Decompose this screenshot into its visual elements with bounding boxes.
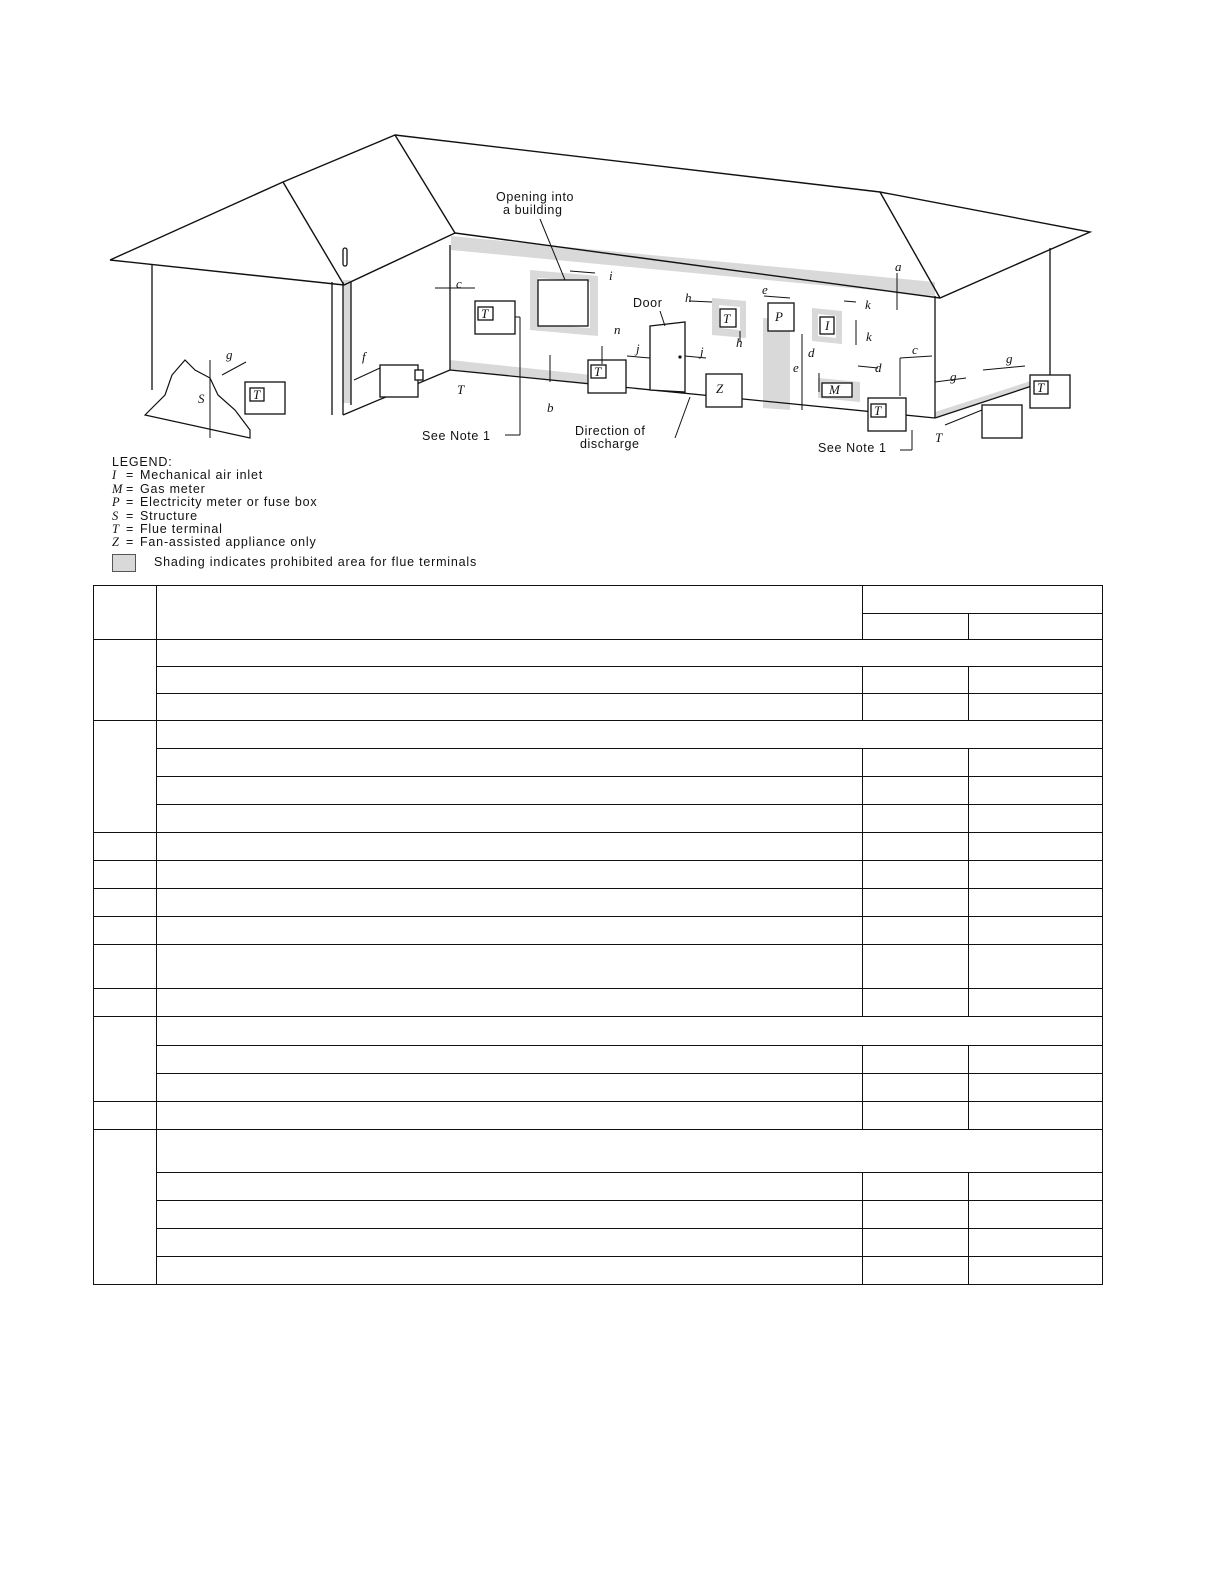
table-cell [157, 1074, 863, 1102]
dim-label-e: e [762, 282, 768, 297]
box-label-m: M [829, 382, 840, 397]
table-cell [863, 1173, 969, 1201]
table-cell [969, 614, 1103, 640]
dim-label-f: f [362, 349, 366, 364]
box-label-i: I [825, 318, 830, 333]
table-cell [863, 1201, 969, 1229]
table-cell [157, 1102, 863, 1130]
terminal-box [245, 382, 285, 414]
table-cell [94, 721, 157, 833]
dim-label-b: b [547, 400, 554, 415]
table-cell [969, 1201, 1103, 1229]
table-cell [969, 861, 1103, 889]
table-cell [94, 889, 157, 917]
dim-label-h: h [685, 290, 692, 305]
table-cell [157, 1017, 1103, 1046]
table-cell [157, 1130, 1103, 1173]
table-cell [969, 1046, 1103, 1074]
table-cell [969, 667, 1103, 694]
table-cell [863, 861, 969, 889]
table-cell [157, 805, 863, 833]
table-cell [863, 805, 969, 833]
table-cell [969, 1074, 1103, 1102]
legend-item: I = Mechanical air inlet [112, 468, 263, 483]
terminal-box [380, 365, 423, 397]
table-cell [157, 1229, 863, 1257]
clearance-table [93, 585, 1103, 1285]
dim-label-n: n [614, 322, 621, 337]
table-cell [157, 889, 863, 917]
table-cell [863, 694, 969, 721]
terminal-box [706, 374, 742, 407]
table-cell [863, 667, 969, 694]
table-cell [863, 1229, 969, 1257]
house-clearance-diagram [100, 120, 1110, 455]
table-cell [969, 1257, 1103, 1285]
table-cell [863, 1074, 969, 1102]
table-cell [969, 833, 1103, 861]
table-cell [969, 1102, 1103, 1130]
legend-item: M = Gas meter [112, 481, 206, 496]
table-cell [157, 989, 863, 1017]
table-cell [863, 1046, 969, 1074]
table-cell [94, 861, 157, 889]
opening-callout-line2: a building [503, 203, 563, 217]
legend-heading: LEGEND: [112, 455, 173, 469]
direction-callout-line1: Direction of [575, 424, 646, 438]
table-cell [157, 777, 863, 805]
legend-shading-row [112, 554, 477, 572]
table-cell [863, 586, 1103, 614]
table-cell [157, 833, 863, 861]
opening-window [538, 280, 588, 326]
table-cell [863, 749, 969, 777]
table-cell [863, 1257, 969, 1285]
see-note-left: See Note 1 [422, 429, 491, 443]
shading-note: Shading indicates prohibited area for flue terminals [154, 555, 478, 570]
table-cell [969, 777, 1103, 805]
table-cell [969, 1229, 1103, 1257]
terminal-label: T [457, 382, 465, 397]
dim-label-k: k [865, 297, 871, 312]
legend [112, 456, 477, 572]
box-label-t: T [594, 364, 602, 379]
table-cell [969, 889, 1103, 917]
legend-item: Z = Fan-assisted appliance only [112, 535, 317, 550]
dim-label-d: d [875, 360, 882, 375]
table-cell [94, 1017, 157, 1102]
structure-label: S [198, 391, 205, 406]
dim-label-i: i [609, 268, 613, 283]
terminal-label: T [935, 430, 943, 445]
table-cell [157, 1257, 863, 1285]
table-cell [94, 586, 157, 640]
box-label-t: T [1037, 380, 1045, 395]
table-cell [157, 586, 863, 640]
table-cell [863, 777, 969, 805]
legend-item: P = Electricity meter or fuse box [112, 495, 318, 510]
table-cell [969, 945, 1103, 989]
table-cell [969, 694, 1103, 721]
legend-item: S = Structure [112, 508, 198, 523]
box-label-z: Z [716, 381, 724, 396]
opening-callout-line1: Opening into [496, 190, 575, 204]
table-cell [94, 945, 157, 989]
box-label-t: T [874, 403, 882, 418]
table-cell [157, 749, 863, 777]
table-cell [157, 861, 863, 889]
table-cell [863, 833, 969, 861]
box-labels [253, 306, 1045, 418]
dim-label-k: k [866, 329, 872, 344]
dim-label-a: a [895, 259, 902, 274]
door-callout: Door [633, 296, 663, 310]
dim-label-e: e [793, 360, 799, 375]
table-cell [969, 749, 1103, 777]
table-cell [157, 667, 863, 694]
table-cell [969, 1173, 1103, 1201]
dim-label-g: g [1006, 351, 1013, 366]
dim-label-j: j [700, 344, 704, 359]
table-cell [863, 889, 969, 917]
table-cell [94, 1130, 157, 1285]
roof-outline [110, 135, 1090, 298]
table-cell [94, 1102, 157, 1130]
dim-label-g: g [226, 347, 233, 362]
dim-label-c: c [456, 276, 462, 291]
table-cell [94, 989, 157, 1017]
table-cell [863, 1102, 969, 1130]
table-cell [969, 805, 1103, 833]
table-cell [157, 721, 1103, 749]
table-cell [94, 917, 157, 945]
dim-label-d: d [808, 345, 815, 360]
table-cell [969, 917, 1103, 945]
table-cell [157, 640, 1103, 667]
legend-item: T = Flue terminal [112, 522, 223, 537]
box-label-t: T [253, 387, 261, 402]
table-cell [863, 614, 969, 640]
table-cell [157, 1201, 863, 1229]
table-cell [94, 833, 157, 861]
terminal-box [1030, 375, 1070, 408]
box-label-t: T [481, 306, 489, 321]
dim-label-g: g [950, 369, 957, 384]
dim-label-j: j [636, 341, 640, 356]
table-cell [94, 640, 157, 721]
dim-label-c: c [912, 342, 918, 357]
direction-callout-line2: discharge [580, 437, 640, 451]
box-label-p: P [775, 309, 783, 324]
see-note-right: See Note 1 [818, 441, 887, 455]
table-cell [157, 1046, 863, 1074]
table-cell [157, 917, 863, 945]
table-cell [863, 945, 969, 989]
dim-label-h: h [736, 335, 743, 350]
terminal-box [982, 405, 1022, 438]
table-cell [157, 1173, 863, 1201]
table-cell [969, 989, 1103, 1017]
table-cell [863, 917, 969, 945]
box-label-t: T [723, 311, 731, 326]
shading-swatch [112, 554, 136, 572]
table-cell [863, 989, 969, 1017]
table-cell [157, 945, 863, 989]
table-cell [157, 694, 863, 721]
